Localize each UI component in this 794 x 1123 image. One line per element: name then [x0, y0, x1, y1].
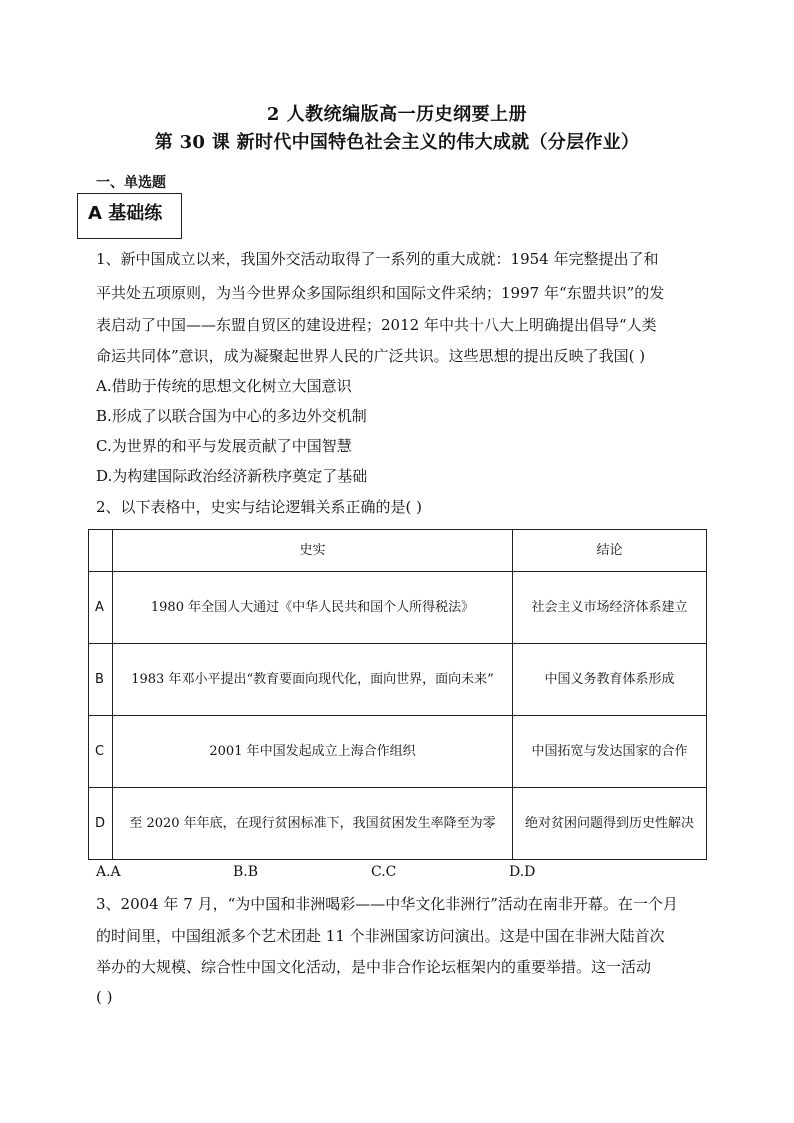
table-header-blank	[89, 530, 113, 572]
row-fact: 2001 年中国发起成立上海合作组织	[113, 716, 513, 788]
q1-option-c: C.为世界的和平与发展贡献了中国智慧	[96, 437, 352, 455]
q1-line-4: 命运共同体”意识，成为凝聚起世界人民的广泛共识。这些思想的提出反映了我国( )	[96, 347, 646, 365]
q3-line-3: 举办的大规模、综合性中国文化活动，是中非合作论坛框架内的重要举措。这一活动	[96, 958, 652, 976]
q1-option-a: A.借助于传统的思想文化树立大国意识	[96, 377, 352, 395]
row-fact: 至 2020 年年底，在现行贫困标准下，我国贫困发生率降至为零	[113, 788, 513, 860]
table-header-fact: 史实	[113, 530, 513, 572]
table-row	[89, 644, 707, 716]
row-fact: 1983 年邓小平提出“教育要面向现代化，面向世界，面向未来”	[113, 644, 513, 716]
table-row	[89, 572, 707, 644]
fact-conclusion-table	[88, 529, 707, 860]
q3-line-1: 3、2004 年 7 月，“为中国和非洲喝彩——中华文化非洲行”活动在南非开幕。在一个月	[96, 895, 678, 913]
table-header-conclusion: 结论	[513, 530, 707, 572]
table-row	[89, 716, 707, 788]
row-fact: 1980 年全国人大通过《中华人民共和国个人所得税法》	[113, 572, 513, 644]
q1-line-2: 平共处五项原则，为当今世界众多国际组织和国际文件采纳；1997 年“东盟共识”的发	[96, 284, 665, 302]
q3-line-4: ( )	[96, 988, 113, 1006]
q1-line-3: 表启动了中国——东盟自贸区的建设进程；2012 年中共十八大上明确提出倡导“人类	[96, 316, 657, 334]
q1-line-1: 1、新中国成立以来，我国外交活动取得了一系列的重大成就：1954 年完整提出了和	[96, 250, 659, 268]
q1-option-d: D.为构建国际政治经济新秩序奠定了基础	[96, 467, 368, 485]
level-label-box	[77, 193, 182, 239]
document-title: 2 人教统编版高一历史纲要上册	[266, 104, 528, 125]
q3-line-2: 的时间里，中国组派多个艺术团赴 11 个非洲国家访问演出。这是中国在非洲大陆首次	[96, 927, 665, 945]
q1-option-b: B.形成了以联合国为中心的多边外交机制	[96, 407, 367, 425]
q2-stem: 2、以下表格中，史实与结论逻辑关系正确的是( )	[96, 498, 423, 516]
section-heading: 一、单选题	[96, 175, 166, 191]
row-conclusion: 中国义务教育体系形成	[513, 644, 707, 716]
document-subtitle: 第 30 课 新时代中国特色社会主义的伟大成就（分层作业）	[154, 132, 640, 153]
q2-answer-d: D.D	[509, 864, 536, 880]
level-label: A 基础练	[88, 203, 163, 224]
row-conclusion: 中国拓宽与发达国家的合作	[513, 716, 707, 788]
table-row	[89, 788, 707, 860]
row-label: B	[89, 644, 113, 716]
row-label: D	[89, 788, 113, 860]
row-conclusion: 绝对贫困问题得到历史性解决	[513, 788, 707, 860]
q2-answer-options	[96, 864, 556, 882]
q2-answer-a: A.A	[96, 864, 121, 880]
row-label: A	[89, 572, 113, 644]
q2-answer-c: C.C	[371, 864, 397, 880]
row-label: C	[89, 716, 113, 788]
q2-answer-b: B.B	[233, 864, 259, 880]
row-conclusion: 社会主义市场经济体系建立	[513, 572, 707, 644]
table-header-row	[89, 530, 707, 572]
